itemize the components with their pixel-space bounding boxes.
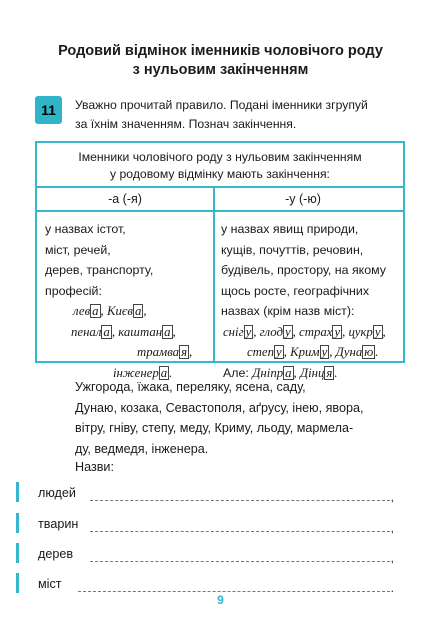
ending-box: у (321, 345, 328, 359)
answer-row-end: . (390, 581, 394, 595)
answer-line[interactable] (90, 531, 390, 532)
example-stem: Дінц (299, 365, 325, 380)
ending-box: а (285, 365, 292, 380)
ending-box: ю (364, 345, 374, 359)
answer-row-end: , (390, 490, 394, 504)
margin-marker (16, 482, 19, 502)
task-instruction-line-2: за їхнім значенням. Познач закінчення. (75, 117, 297, 131)
task-number-badge: 11 (35, 96, 62, 124)
example-stem: сніг (223, 324, 244, 339)
answer-line[interactable] (78, 591, 390, 592)
rule-divider (37, 210, 403, 212)
rule-text-line: міст, речей, (45, 242, 111, 257)
example-stem: Дніпр (252, 365, 284, 380)
example-stem: лев (73, 304, 91, 318)
task-instruction-line-1: Уважно прочитай правило. Подані іменники згрупуй (75, 98, 368, 112)
rule-left-text (45, 219, 210, 301)
answer-row-end: , (390, 551, 394, 565)
answer-row-label: дерев (38, 547, 74, 561)
example-line: пенал а , каштан а , (71, 324, 176, 339)
answer-row-label: міст (38, 577, 62, 591)
answer-row-label: людей (38, 486, 76, 500)
word-list-line: вітру, гніву, степу, меду, Криму, льоду, мармела- (75, 421, 354, 435)
rule-text-line: назвах (крім назв міст): (221, 304, 355, 318)
rule-text-line: будівель, простору, на якому (221, 263, 386, 277)
example-line: трамва я , (137, 345, 193, 359)
answer-row-end: , (390, 521, 394, 535)
rule-header-line-2: у родовому відмінку мають закінчення: (110, 167, 330, 181)
ending-box: я (181, 345, 188, 359)
answer-row-animals[interactable] (38, 517, 398, 537)
rule-text-line: у назвах істот, (45, 222, 126, 236)
example-stem: глод (259, 324, 283, 339)
answer-row-people[interactable] (38, 486, 398, 506)
example-stem: трамва (137, 345, 180, 359)
answer-row-trees[interactable] (38, 547, 398, 567)
ending-box: у (284, 324, 291, 339)
page-number: 9 (217, 593, 224, 607)
example-line: лев а , Києв а , (73, 304, 147, 318)
title-line-1: Родовий відмінок іменників чоловічого роду (58, 43, 383, 59)
rule-column-divider (213, 186, 215, 361)
ending-box: а (92, 304, 99, 318)
example-line: степ у , Крим у , Дуна ю . (247, 345, 379, 359)
title-line-2: з нульовим закінченням (132, 62, 309, 78)
page-title (0, 42, 441, 80)
answer-line[interactable] (90, 561, 390, 562)
rule-box (35, 141, 405, 380)
margin-marker (16, 543, 19, 563)
example-line: сніг у , глод у , страх у , цукр у , (223, 324, 386, 339)
ending-box: а (103, 324, 110, 339)
rule-text-line: професій: (45, 283, 102, 298)
margin-marker (16, 573, 19, 593)
word-list (75, 377, 407, 459)
example-stem: Києв (106, 304, 133, 318)
example-stem: степ (247, 345, 274, 359)
example-stem: Дуна (335, 345, 363, 359)
ending-box: а (164, 324, 171, 339)
example-stem: цукр (348, 324, 373, 339)
ending-box: а (134, 304, 142, 318)
ending-box: а (160, 365, 168, 380)
rule-right-column (221, 219, 403, 383)
names-header: Назви: (75, 460, 114, 474)
rule-left-column (45, 219, 210, 383)
ending-box: у (276, 345, 282, 359)
rule-text-line: щось росте, географічних (221, 283, 370, 298)
ending-box: я (326, 365, 333, 380)
example-stem: інженер (113, 365, 159, 380)
example-stem: Крим (290, 345, 320, 359)
task-instruction (75, 96, 405, 134)
example-stem: каштан (118, 324, 163, 339)
exception-label: Але: (223, 365, 249, 380)
answer-row-label: тварин (38, 517, 79, 531)
ending-u-header: -у (-ю) (285, 192, 321, 206)
rule-text-line: кущів, почуттів, речовин, (221, 242, 364, 257)
rule-divider (37, 186, 403, 188)
example-line: інженер а . (113, 365, 173, 380)
rule-header-line-1: Іменники чоловічого роду з нульовим закінченням (78, 150, 362, 164)
answer-line[interactable] (90, 500, 390, 501)
ending-box: у (374, 324, 381, 339)
rule-right-text (221, 219, 403, 322)
margin-marker (16, 513, 19, 533)
word-list-line: Дунаю, козака, Севастополя, аґрусу, інею, явора, (75, 400, 364, 415)
ending-box: у (245, 324, 252, 339)
exception-line: Але: Дніпр а , Дінц я . (223, 365, 338, 380)
ending-box: у (334, 324, 341, 339)
example-stem: страх (299, 324, 333, 339)
ending-a-header: -а (-я) (108, 192, 142, 206)
rule-text-line: дерев, транспорту, (45, 263, 154, 277)
example-stem: пенал (71, 324, 102, 339)
rule-header (37, 143, 403, 185)
rule-text-line: у назвах явищ природи, (221, 222, 359, 236)
word-list-line: Ужгорода, їжака, переляку, ясена, саду, (75, 380, 306, 394)
word-list-line: ду, ведмедя, інженера. (75, 441, 209, 456)
